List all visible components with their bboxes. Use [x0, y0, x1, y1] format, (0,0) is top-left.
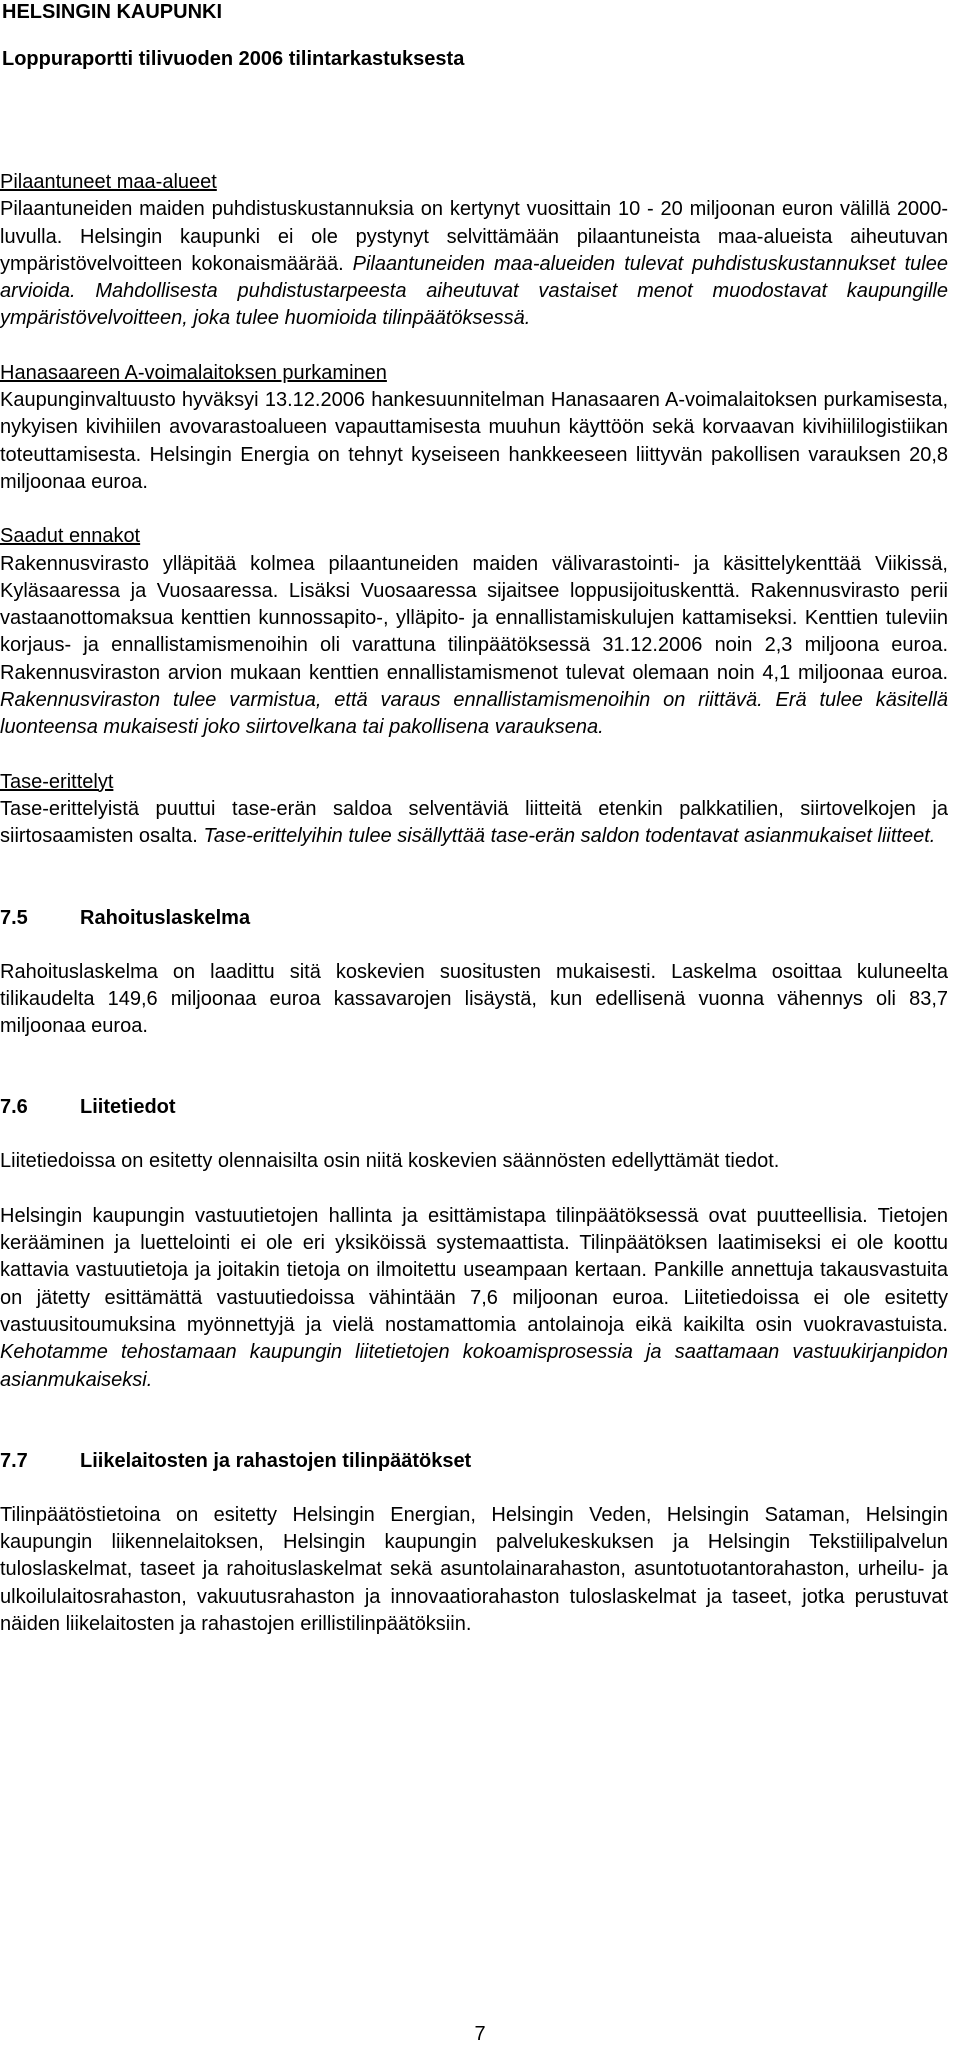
- recommendation-text: Tase-erittelyihin tulee sisällyttää tase-erän saldon todentavat asianmukaiset liitteet.: [203, 825, 936, 848]
- paragraph-liitetiedot-2: [0, 1203, 948, 1394]
- section-heading-7-7: [0, 1448, 948, 1475]
- subsection-title-ennakot: Saadut ennakot: [0, 525, 141, 548]
- section-title: Liitetiedot: [80, 1096, 176, 1119]
- section-number: 7.7: [0, 1449, 28, 1472]
- paragraph-text: Pilaantuneiden maiden puhdistuskustannuksia on kertynyt vuosittain 10 - 20 miljoonan euron välillä 2000-luvulla. Helsingin kaupunki ei ole pystynyt selvittämään pilaantuneista maa-alueista aiheutuvan ympäristövelvoitteen kokonaismäärää.: [0, 198, 948, 275]
- paragraph-text: Rakennusvirasto ylläpitää kolmea pilaantuneiden maiden välivarastointi- ja käsittelykenttää Viikissä, Kyläsaaressa ja Vuosaaressa. Lisäksi Vuosaaressa sijaitsee loppusijoituskenttä. Rakennusvirasto perii vastaanottomaksua kenttien kunnossapito-, ylläpito- ja ennallistamiskulujen kattamiseksi. Kenttien tuleviin korjaus- ja ennallistamismenoihin oli varattuna tilinpäätöksessä 31.12.2006 noin 2,3 miljoona euroa. Rakennusviraston arvion mukaan kenttien ennallistamismenot tulevat olemaan noin 4,1 miljoonaa euroa.: [0, 552, 948, 684]
- section-number: 7.5: [0, 906, 28, 929]
- recommendation-text: Rakennusviraston tulee varmistua, että varaus ennallistamismenoihin on riittävä. Erä tulee käsitellä luonteensa mukaisesti joko siirtovelkana tai pakollisena varauksena.: [0, 689, 948, 739]
- page-number: 7: [474, 2023, 486, 2045]
- paragraph-liikelaitokset: Tilinpäätöstietoina on esitetty Helsingin Energian, Helsingin Veden, Helsingin Sataman, Helsingin kaupungin liikennelaitoksen, Helsingin kaupungin palvelukeskuksen ja Helsingin Tekstiilipalvelun tuloslaskelmat, taseet ja rahoituslaskelmat sekä asuntolainarahaston, asuntotuotantorahaston, urheilu- ja ulkoilulaitosrahaston, vakuutusrahaston ja innovaatiorahaston tuloslaskelmat ja taseet, jotka perustuvat näiden liikelaitosten ja rahastojen erillistilinpäätöksiin.: [0, 1503, 948, 1635]
- subsection-title-tase: Tase-erittelyt: [0, 770, 114, 793]
- paragraph-ennakot: [0, 551, 948, 742]
- recommendation-text: Kehotamme tehostamaan kaupungin liitetietojen kokoamisprosessia ja saattamaan vastuukirjanpidon asianmukaiseksi.: [0, 1341, 948, 1391]
- subsection-title-pilaantuneet: Pilaantuneet maa-alueet: [0, 171, 217, 193]
- paragraph-text: Tase-erittelyistä puuttui tase-erän saldoa selventäviä liitteitä etenkin palkkatilien, siirtovelkojen ja siirtosaamisten osalta.: [0, 797, 948, 848]
- paragraph-tase: [0, 796, 948, 851]
- paragraph-text: Helsingin kaupungin vastuutietojen hallinta ja esittämistapa tilinpäätöksessä ovat puutteellisia. Tietojen kerääminen ja luettelointi ei ole eri yksiköissä systemaattista. Tilinpäätöksen laatimiseksi ei ole koottu kattavia vastuutietoja ja joitakin tietoja on ilmoitettu useampaan kertaan. Pankille annettuja takausvastuita on jätetty esittämättä vastuutiedoissa vähintään 7,6 miljoonan euroa. Liitetiedoissa ei ole esitetty vastuusitoumuksina myönnettyjä ja vielä nostamattomia antolainoja eikä kaikilta osin vuokravastuista.: [0, 1204, 948, 1336]
- section-heading-7-5: [0, 905, 948, 932]
- paragraph-hanasaari: Kaupunginvaltuusto hyväksyi 13.12.2006 hankesuunnitelman Hanasaaren A-voimalaitoksen purkamisesta, nykyisen kivihiilen avovarastoalueen vapauttamisesta muuhun käyttöön sekä korvaavan kivihiililogistiikan toteuttamisesta. Helsingin Energia on tehnyt kyseiseen hankkeeseen liittyvän pakollisen varauksen 20,8 miljoonaa euroa.: [0, 389, 948, 493]
- section-title: Rahoituslaskelma: [80, 906, 251, 929]
- document-body: [0, 169, 948, 1638]
- paragraph-rahoituslaskelma: Rahoituslaskelma on laadittu sitä koskevien suositusten mukaisesti. Laskelma osoittaa kuluneelta tilikaudelta 149,6 miljoonaa euroa kassavarojen lisäystä, kun edellisenä vuonna vähennys oli 83,7 miljoonaa euroa.: [0, 960, 948, 1038]
- recommendation-text: Pilaantuneiden maa-alueiden tulevat puhdistuskustannukset tulee arvioida. Mahdollisesta puhdistustarpeesta aiheutuvat vastaiset menot muodostavat kaupungille ympäristövelvoitteen, joka tulee huomioida tilinpäätöksessä.: [0, 252, 948, 330]
- section-title: Liikelaitosten ja rahastojen tilinpäätökset: [80, 1449, 472, 1472]
- header-organization: HELSINGIN KAUPUNKI: [2, 1, 223, 23]
- section-heading-7-6: [0, 1094, 948, 1121]
- subsection-title-hanasaari: Hanasaareen A-voimalaitoksen purkaminen: [0, 361, 387, 384]
- section-number: 7.6: [0, 1096, 28, 1119]
- header-report-title: Loppuraportti tilivuoden 2006 tilintarkastuksesta: [2, 48, 465, 70]
- paragraph-liitetiedot-1: Liitetiedoissa on esitetty olennaisilta osin niitä koskevien säännösten edellyttämät tiedot.: [0, 1150, 780, 1173]
- paragraph-pilaantuneet: [0, 196, 948, 332]
